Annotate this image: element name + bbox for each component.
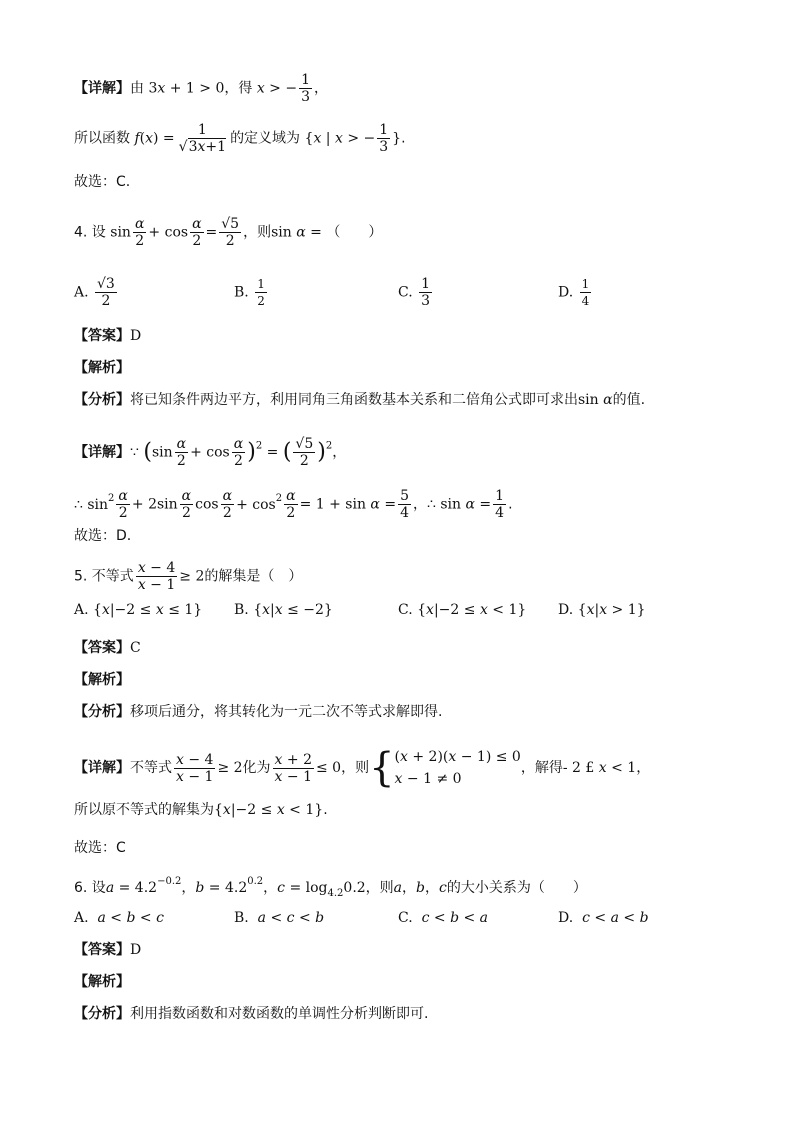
q4-detail-1: 【详解】∵ (sin $\frac{\alpha}{2}$ + cos $\frac{\alpha}{2}$ )$^2$ = ( $\frac{√5}{2}$ )$^2$， bbox=[74, 436, 347, 469]
fraction: $\frac{1}{√3x+1}$ bbox=[178, 122, 227, 155]
q4-option-b[interactable]: B. $\frac{1}{2}$ bbox=[234, 277, 265, 308]
q6-stem: 6. 设$a = 4.2^{-0.2}$，$b = 4.2^{0.2}$，$c = \log_{4.2}0.2$，则a，b，c的大小关系为（ ） bbox=[74, 876, 587, 899]
q4-method: 【分析】将已知条件两边平方，利用同角三角函数基本关系和二倍角公式即可求出sin α的值. bbox=[74, 392, 646, 408]
q6-answer: 【答案】D bbox=[74, 942, 142, 958]
q4-option-d[interactable]: D. $\frac{1}{4}$ bbox=[558, 277, 590, 308]
q3-choice: 故选：C. bbox=[74, 174, 131, 190]
math-expr: f(x) = bbox=[134, 130, 175, 147]
q4-analysis-label: 【解析】 bbox=[74, 360, 130, 376]
detail-label: 【详解】 bbox=[74, 80, 130, 97]
q6-method: 【分析】利用指数函数和对数函数的单调性分析判断即可. bbox=[74, 1006, 429, 1022]
math-expr: 3x + 1 > 0 bbox=[148, 80, 225, 97]
q3-domain-line: 所以函数 f(x) = $\frac{1}{√3x+1}$ 的定义域为 {x | x > − $\frac{1}{3}$ }. bbox=[74, 122, 406, 155]
q4-option-c[interactable]: C. $\frac{1}{3}$ bbox=[398, 276, 431, 309]
q3-detail-line: 【详解】由 3x + 1 > 0，得 x > − $\frac{1}{3}$ ， bbox=[74, 72, 329, 105]
q4-detail-2: ∴ $\sin^2$ $\frac{\alpha}{2}$ + 2sin $\frac{\alpha}{2}$ cos $\frac{\alpha}{2}$ + $\cos^2$ $\frac{\alpha}{2}$ = 1 + sin α = $\frac{5}{4}$ ，∴ sin α = $\frac{1}{4}$ . bbox=[74, 488, 513, 521]
q5-option-c[interactable]: C. {x|−2 ≤ x < 1} bbox=[398, 602, 527, 618]
q4-stem: 4. 设 sin $\frac{\alpha}{2}$ + cos $\frac{\alpha}{2}$ = $\frac{√5}{2}$ ，则sin α = （ ） bbox=[74, 216, 383, 249]
q6-option-d[interactable]: D. c < a < b bbox=[558, 910, 649, 926]
q5-choice: 故选：C bbox=[74, 840, 126, 856]
q5-method: 【分析】移项后通分，将其转化为一元二次不等式求解即得. bbox=[74, 704, 443, 720]
q5-solution: 所以原不等式的解集为{x|−2 ≤ x < 1}. bbox=[74, 802, 328, 818]
q5-answer: 【答案】C bbox=[74, 640, 141, 656]
q6-option-b[interactable]: B. a < c < b bbox=[234, 910, 325, 926]
q5-option-a[interactable]: A. {x|−2 ≤ x ≤ 1} bbox=[74, 602, 203, 618]
q6-option-c[interactable]: C. c < b < a bbox=[398, 910, 489, 926]
q5-stem: 5. 不等式 $\frac{x - 4}{x - 1}$ ≥ 2的解集是（ ） bbox=[74, 560, 303, 593]
inequality-system: (x + 2)(x − 1) ≤ 0 x − 1 ≠ 0 bbox=[394, 749, 521, 787]
q5-option-b[interactable]: B. {x|x ≤ −2} bbox=[234, 602, 333, 618]
q5-option-d[interactable]: D. {x|x > 1} bbox=[558, 602, 646, 618]
q6-option-a[interactable]: A. a < b < c bbox=[74, 910, 164, 926]
q5-analysis-label: 【解析】 bbox=[74, 672, 130, 688]
q4-option-a[interactable]: A. $\frac{√3}{2}$ bbox=[74, 276, 115, 309]
q5-detail: 【详解】不等式 $\frac{x - 4}{x - 1}$ ≥ 2化为 $\frac{x + 2}{x - 1}$ ≤ 0，则{ (x + 2)(x − 1) ≤ 0 x − 1 ≠ 0 ，解得- 2 £ x < 1， bbox=[74, 745, 651, 791]
q4-answer: 【答案】D bbox=[74, 328, 142, 344]
q4-choice: 故选：D. bbox=[74, 528, 132, 544]
fraction: $\frac{1}{3}$ bbox=[301, 72, 311, 105]
q6-analysis-label: 【解析】 bbox=[74, 974, 130, 990]
